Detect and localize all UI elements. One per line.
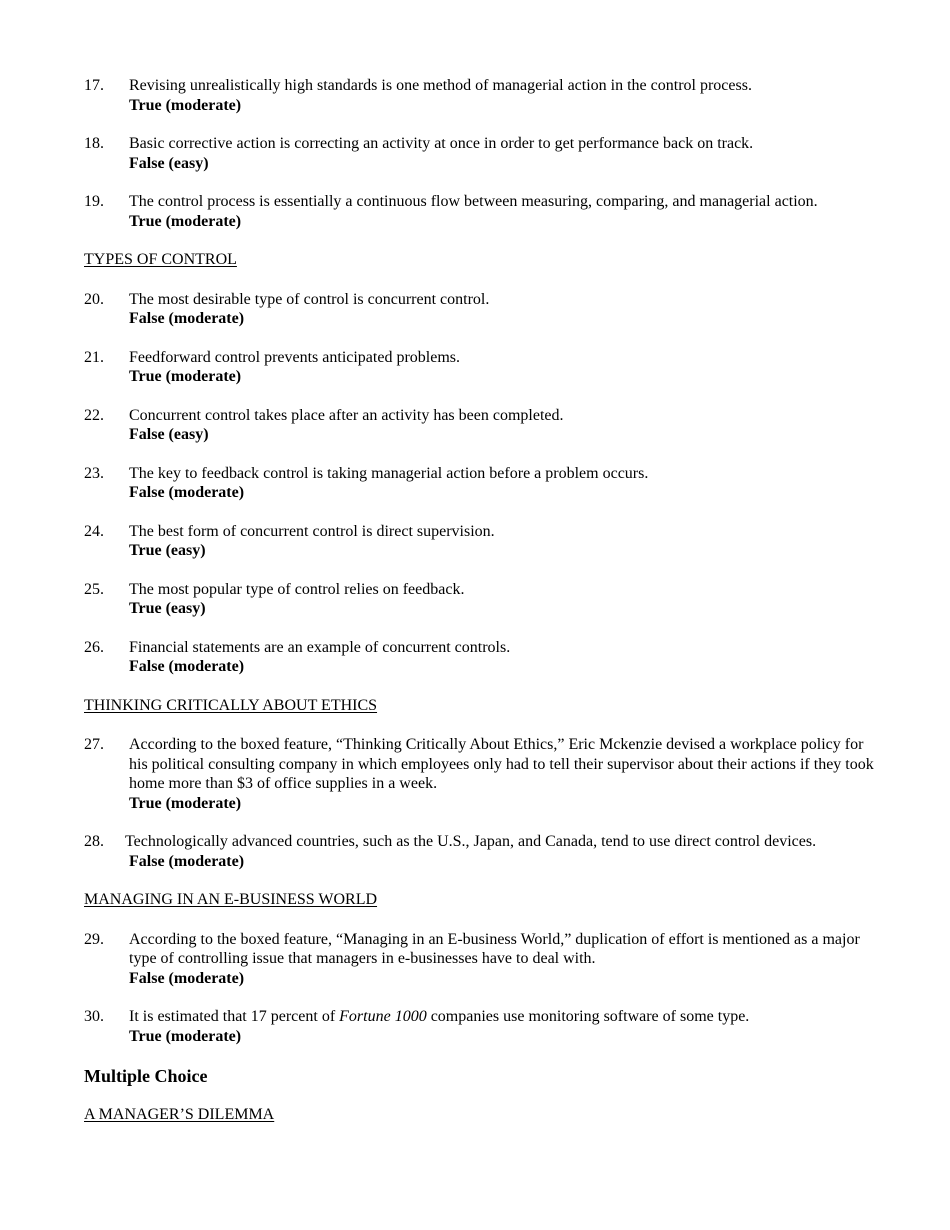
question-27 [84, 735, 874, 813]
question-25 [84, 580, 874, 619]
question-number: 30. [84, 1008, 104, 1025]
question-number: 19. [84, 193, 104, 210]
question-answer: False (easy) [129, 154, 209, 172]
question-21 [84, 348, 874, 387]
question-23 [84, 464, 874, 503]
stem-text-after: companies use monitoring software of some type. [426, 1008, 750, 1025]
stem-italic-title: Fortune 1000 [339, 1008, 427, 1025]
question-number: 21. [84, 348, 104, 366]
question-stem [129, 1007, 874, 1027]
question-answer: False (easy) [129, 426, 209, 443]
question-answer: True (moderate) [129, 794, 242, 812]
question-answer: False (moderate) [129, 310, 245, 327]
document-page [84, 76, 874, 1145]
stem-text-before: It is estimated that 17 percent of [129, 1008, 340, 1025]
question-answer: False (moderate) [129, 658, 245, 675]
question-stem: Financial statements are an example of concurrent controls. [129, 638, 511, 656]
question-number: 26. [84, 638, 104, 656]
question-answer: True (moderate) [129, 1027, 242, 1045]
multiple-choice-heading: Multiple Choice [84, 1066, 208, 1086]
question-stem: The key to feedback control is taking managerial action before a problem occurs. [129, 464, 649, 482]
section-heading-thinking-critically-about-ethics: THINKING CRITICALLY ABOUT ETHICS [84, 696, 378, 714]
section-heading-a-managers-dilemma: A MANAGER’S DILEMMA [84, 1106, 275, 1123]
question-answer: True (moderate) [129, 368, 242, 385]
question-19 [84, 192, 874, 231]
question-20 [84, 290, 874, 329]
question-stem: Feedforward control prevents anticipated problems. [129, 348, 460, 366]
question-number: 24. [84, 522, 104, 540]
question-22 [84, 406, 874, 445]
question-29 [84, 930, 874, 989]
question-answer: True (moderate) [129, 96, 242, 114]
question-stem: Basic corrective action is correcting an activity at once in order to get performance back on track. [129, 135, 754, 152]
question-17 [84, 76, 874, 115]
question-number: 17. [84, 77, 104, 94]
question-number: 20. [84, 290, 104, 308]
question-stem: The most popular type of control relies on feedback. [129, 580, 465, 598]
question-stem: The best form of concurrent control is direct supervision. [129, 522, 495, 540]
question-number: 23. [84, 464, 104, 482]
section-heading-types-of-control: TYPES OF CONTROL [84, 251, 237, 268]
question-number: 18. [84, 135, 104, 152]
question-stem: Concurrent control takes place after an activity has been completed. [129, 406, 564, 424]
question-stem: The most desirable type of control is concurrent control. [129, 290, 490, 308]
question-answer: True (moderate) [129, 212, 242, 230]
question-stem: Revising unrealistically high standards is one method of managerial action in the control process. [129, 77, 752, 94]
question-28 [84, 832, 874, 871]
question-answer: False (moderate) [129, 852, 245, 870]
question-number: 29. [84, 930, 104, 948]
question-number: 25. [84, 580, 104, 598]
question-answer: True (easy) [129, 542, 206, 559]
question-stem: According to the boxed feature, “Managing in an E-business World,” duplication of effort is mentioned as a major type of controlling issue that managers in e-businesses have to deal with. [129, 930, 860, 967]
question-stem: The control process is essentially a continuous flow between measuring, comparing, and managerial action. [129, 193, 818, 210]
question-answer: True (easy) [129, 600, 206, 617]
question-answer: False (moderate) [129, 484, 245, 501]
question-number: 22. [84, 406, 104, 424]
question-stem: Technologically advanced countries, such as the U.S., Japan, and Canada, tend to use direct control devices. [125, 833, 817, 850]
question-30 [84, 1007, 874, 1046]
question-24 [84, 522, 874, 561]
question-number: 28. [84, 833, 104, 850]
question-number: 27. [84, 736, 104, 753]
question-answer: False (moderate) [129, 969, 245, 987]
question-stem: According to the boxed feature, “Thinking Critically About Ethics,” Eric Mckenzie devised a workplace policy for his political consulting company in which employees only had to tell their supervisor about their actions if they took home more than $3 of office supplies in a week. [129, 736, 874, 792]
section-heading-managing-in-an-e-business-world: MANAGING IN AN E-BUSINESS WORLD [84, 891, 378, 908]
question-18 [84, 134, 874, 173]
question-26 [84, 638, 874, 677]
